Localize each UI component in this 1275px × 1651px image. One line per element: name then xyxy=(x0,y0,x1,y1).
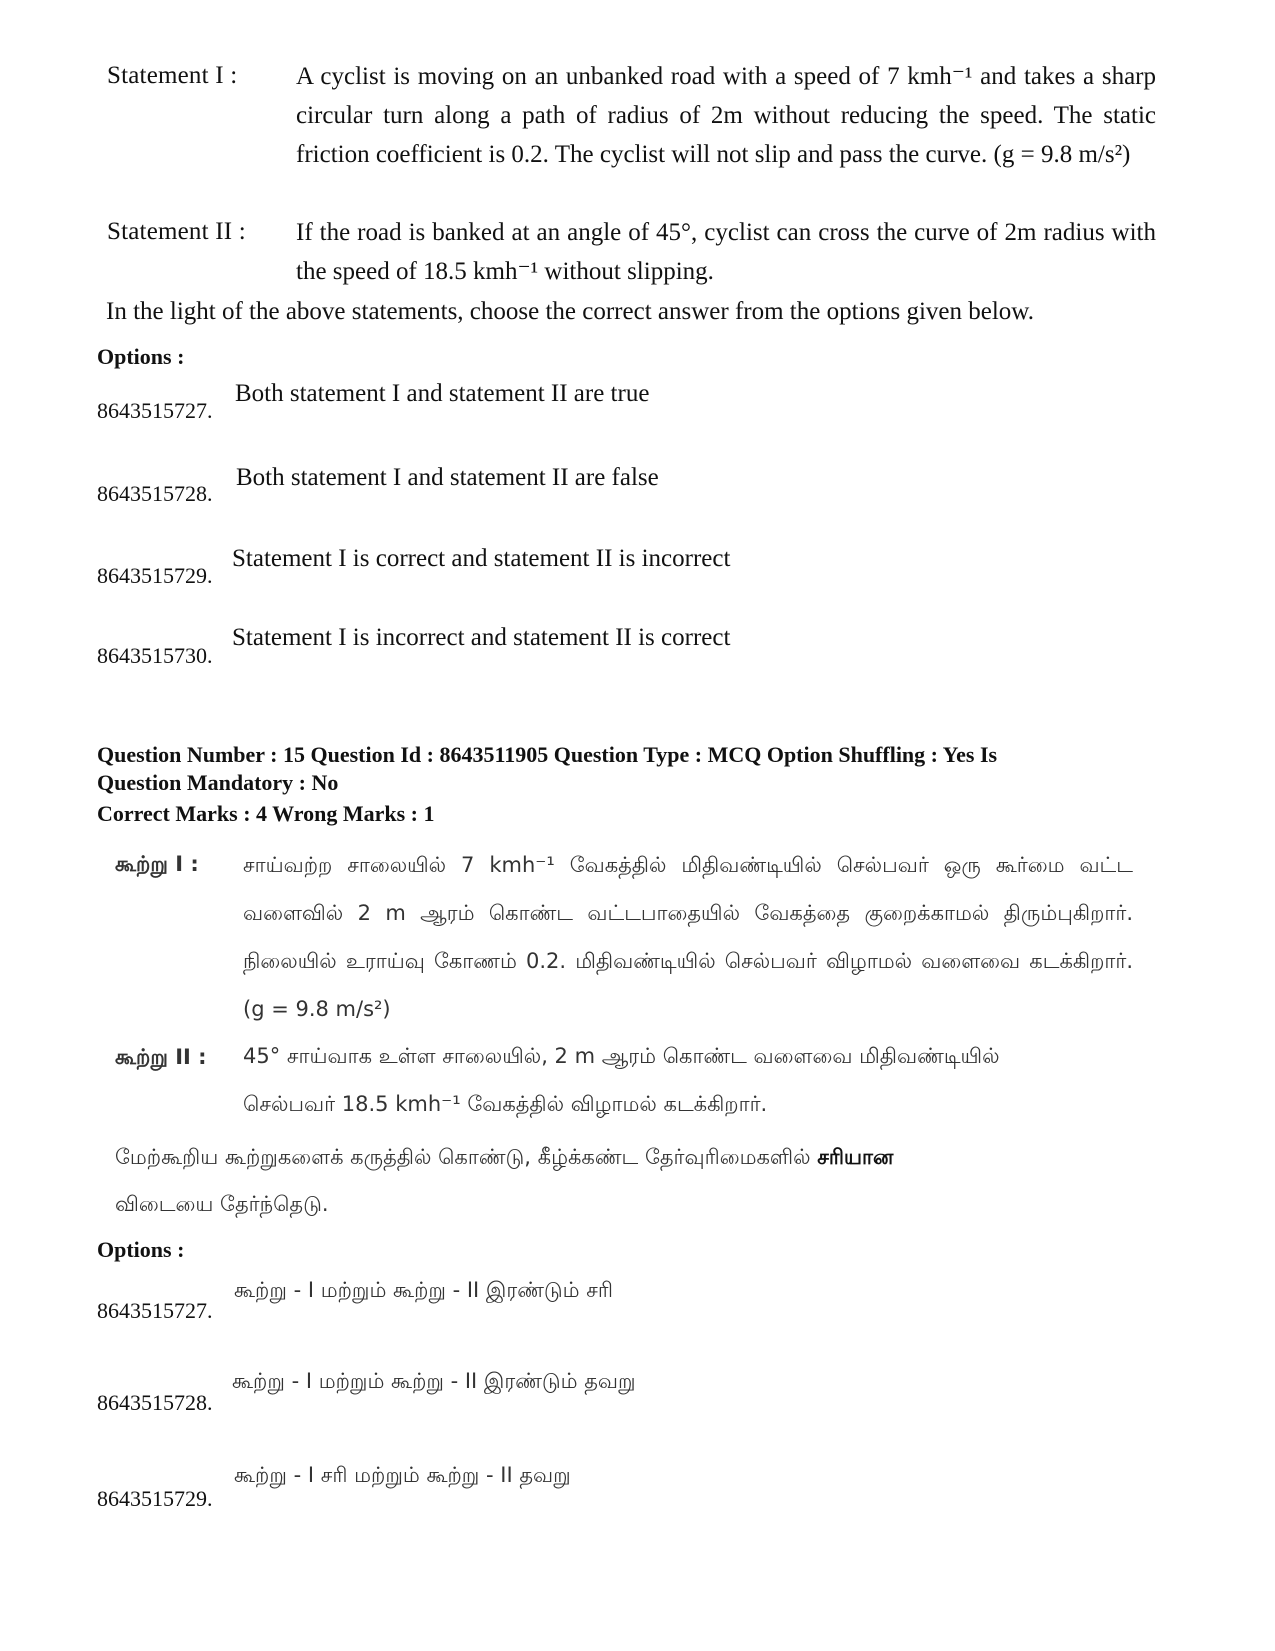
option-text[interactable]: Both statement I and statement II are true xyxy=(235,380,650,407)
option-id: 8643515730. xyxy=(97,643,213,668)
instruction-text: In the light of the above statements, choose the correct answer from the options given below. xyxy=(106,298,1034,325)
tamil-statement-2-label: கூற்று II : xyxy=(115,1045,207,1069)
tamil-statement-2-text-b: செல்பவர் 18.5 kmh⁻¹ வேகத்தில் விழாமல் கடக்கிறார். xyxy=(243,1092,768,1116)
option-text[interactable]: Statement I is incorrect and statement II is correct xyxy=(232,624,731,651)
option-id: 8643515729. xyxy=(97,1486,213,1511)
statement-1-text: A cyclist is moving on an unbanked road with a speed of 7 kmh⁻¹ and takes a sharp circular turn along a path of radius of 2m without reducing the speed. The static friction coefficient is 0.2. The cyclist will not slip and pass the curve. (g = 9.8 m/s²) xyxy=(296,63,1156,168)
statement-1-label: Statement I : xyxy=(107,62,238,89)
option-id: 8643515728. xyxy=(97,481,213,506)
tamil-options-heading: Options : xyxy=(97,1237,185,1262)
option-text[interactable]: Both statement I and statement II are false xyxy=(236,464,659,491)
statement-2-text: If the road is banked at an angle of 45°, cyclist can cross the curve of 2m radius with the speed of 18.5 kmh⁻¹ without slipping. xyxy=(296,219,1156,285)
question-header-line-1: Question Number : 15 Question Id : 8643511905 Question Type : MCQ Option Shuffling : Yes Is xyxy=(97,742,998,767)
tamil-statement-1-text: சாய்வற்ற சாலையில் 7 kmh⁻¹ வேகத்தில் மிதிவண்டியில் செல்பவர் ஒரு கூர்மை வட்ட வளைவில் 2 m ஆரம் கொண்ட வட்டபாதையில் வேகத்தை குறைக்காமல் திரும்புகிறார். நிலையில் உராய்வு கோணம் 0.2. மிதிவண்டியில் செல்பவர் விழாமல் வளைவை கடக்கிறார். (g = 9.8 m/s²) xyxy=(243,853,1133,1021)
statement-2-label: Statement II : xyxy=(107,218,246,245)
options-heading: Options : xyxy=(97,344,185,369)
option-id: 8643515728. xyxy=(97,1390,213,1415)
option-id: 8643515729. xyxy=(97,563,213,588)
tamil-statement-2-text-a: 45° சாய்வாக உள்ள சாலையில், 2 m ஆரம் கொண்ட வளைவை மிதிவண்டியில் xyxy=(243,1044,1000,1068)
tamil-instruction xyxy=(115,1145,1135,1172)
question-header-line-3: Correct Marks : 4 Wrong Marks : 1 xyxy=(97,801,435,826)
tamil-option-text[interactable]: கூற்று - I மற்றும் கூற்று - II இரண்டும் சரி xyxy=(234,1278,613,1302)
tamil-instruction-part-a: மேற்கூறிய கூற்றுகளைக் கருத்தில் கொண்டு, கீழ்க்கண்ட தேர்வுரிமைகளில் xyxy=(115,1145,811,1169)
question-header-line-2: Question Mandatory : No xyxy=(97,770,339,795)
tamil-instruction-bold: சரியான xyxy=(817,1145,894,1169)
option-text[interactable]: Statement I is correct and statement II is incorrect xyxy=(232,545,731,572)
tamil-statement-1-label: கூற்று I : xyxy=(115,852,199,876)
tamil-instruction-part-b: விடையை தேர்ந்தெடு. xyxy=(115,1192,329,1216)
tamil-option-text[interactable]: கூற்று - I மற்றும் கூற்று - II இரண்டும் தவறு xyxy=(232,1369,636,1393)
option-id: 8643515727. xyxy=(97,1298,213,1323)
tamil-option-text[interactable]: கூற்று - I சரி மற்றும் கூற்று - II தவறு xyxy=(234,1463,571,1487)
option-id: 8643515727. xyxy=(97,398,213,423)
